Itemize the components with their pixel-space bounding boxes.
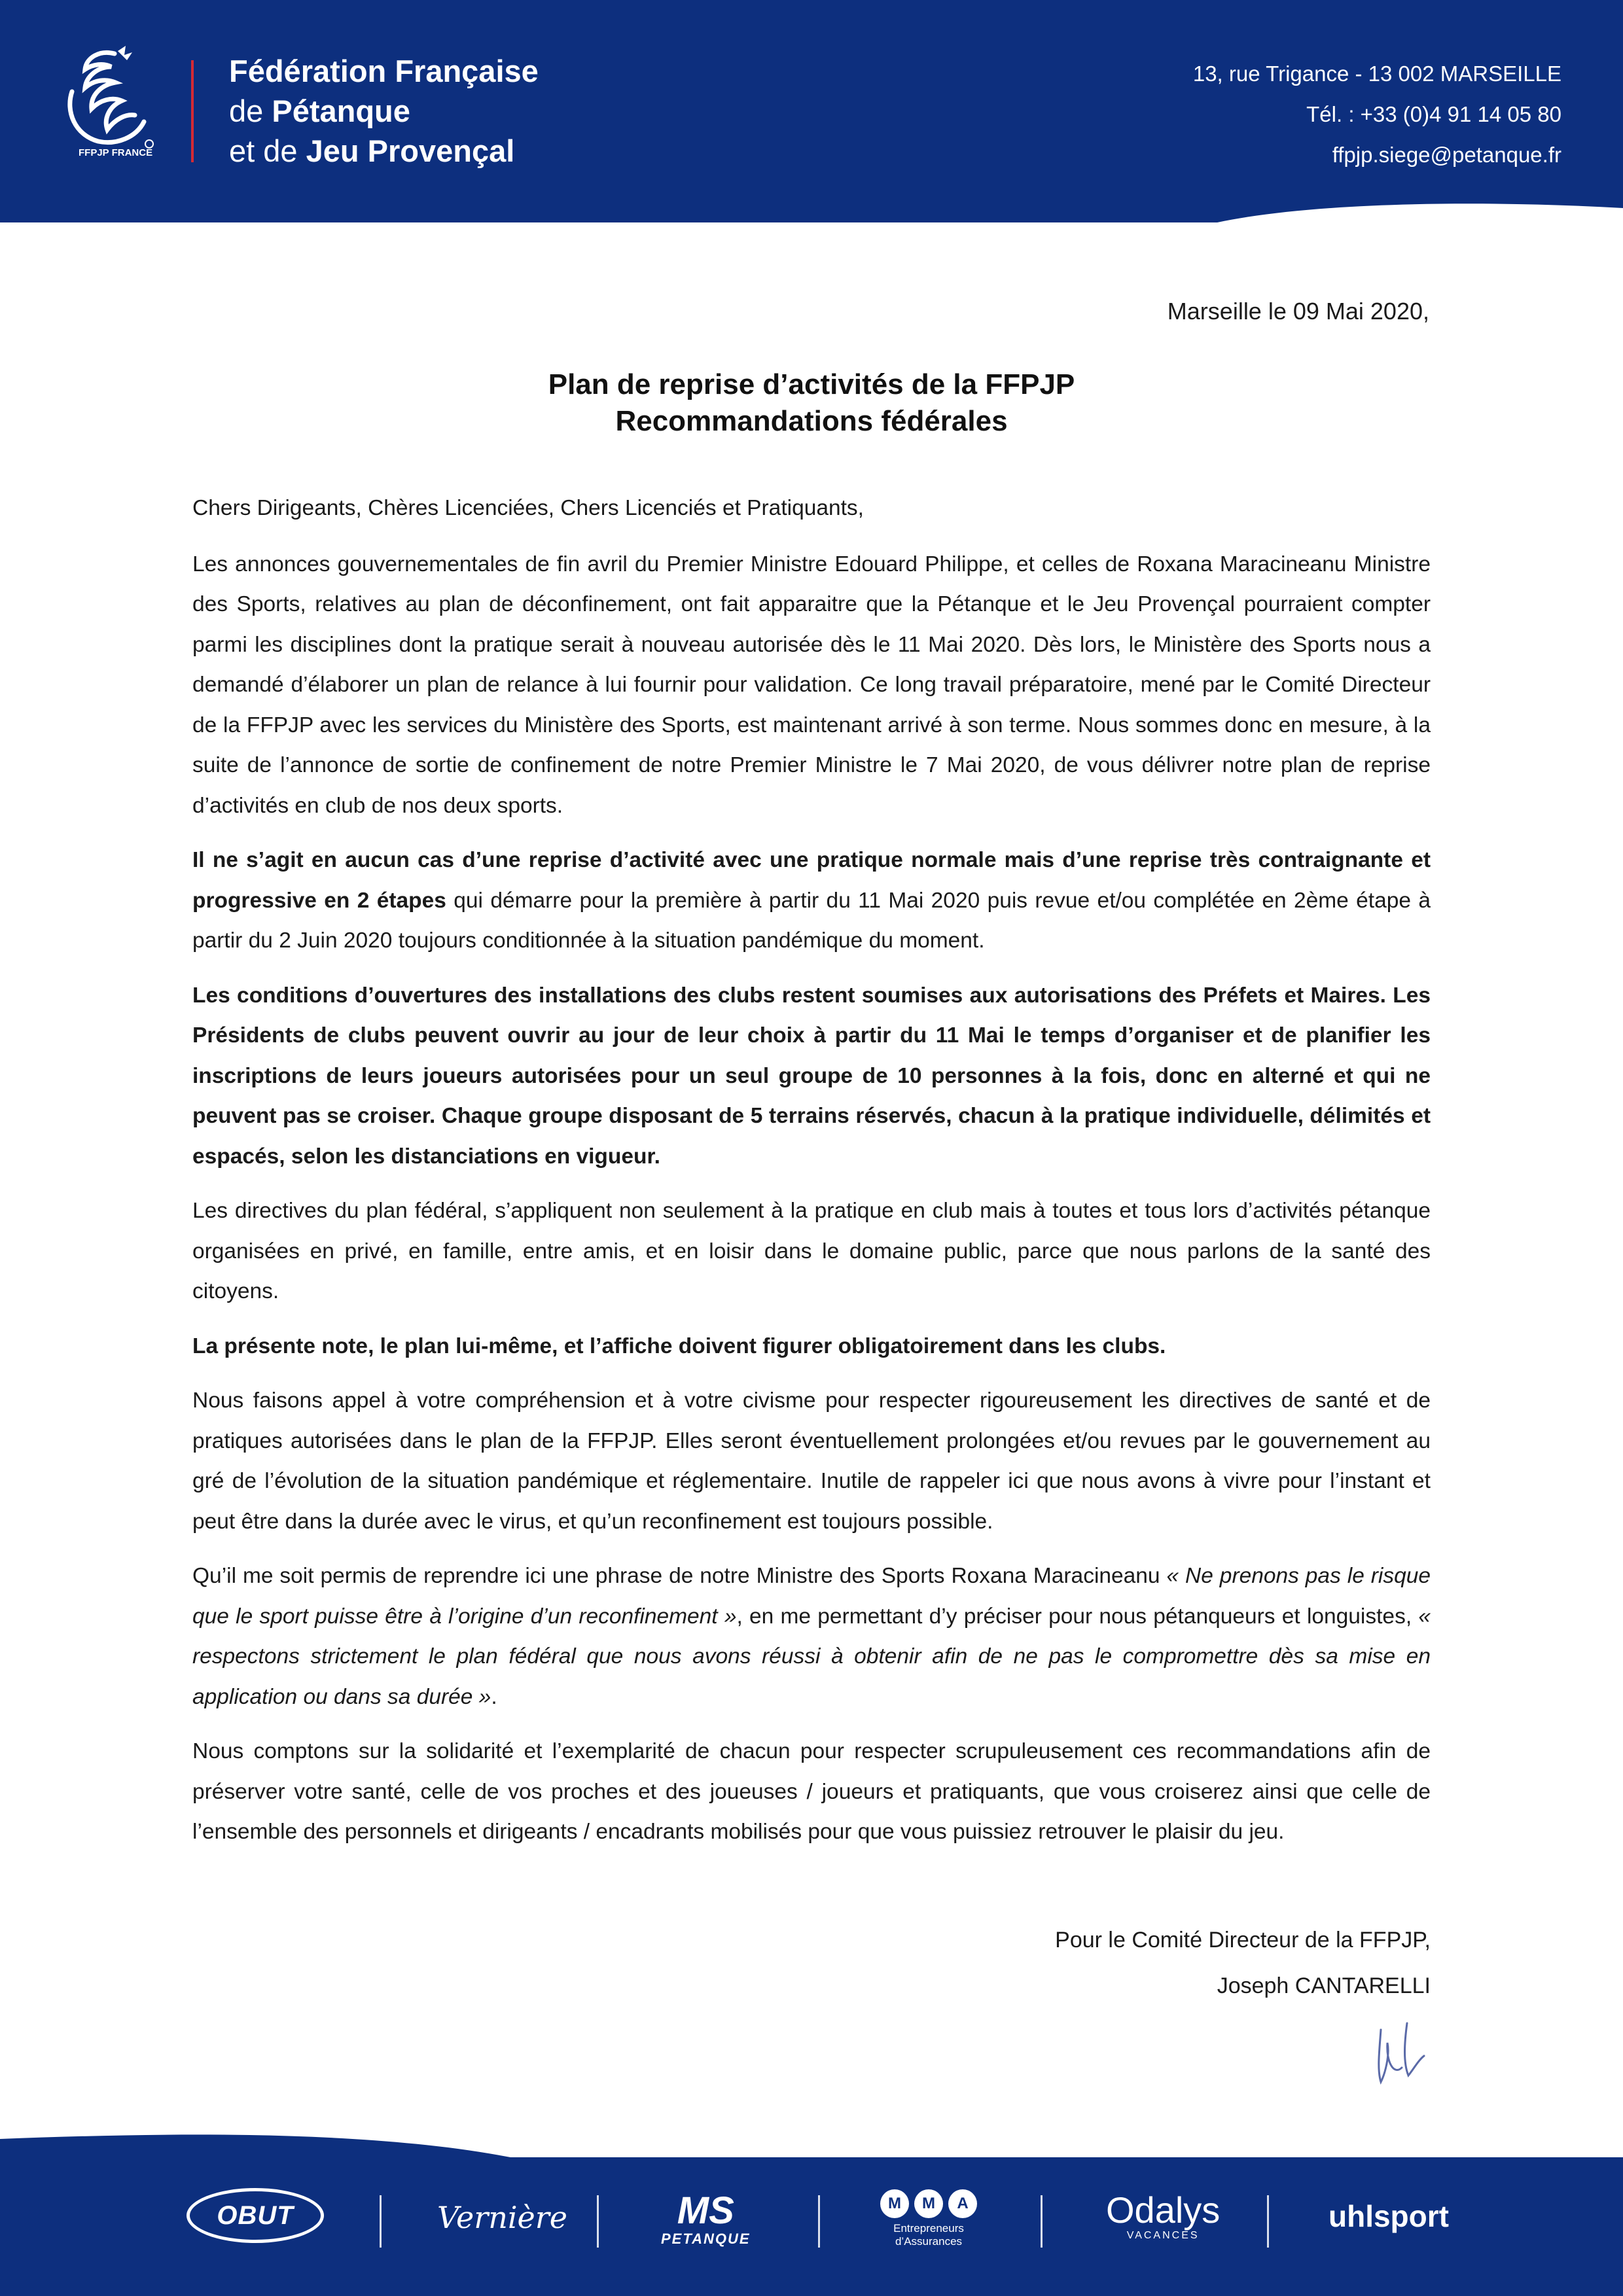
handwritten-signature bbox=[1361, 2010, 1433, 2089]
letter-date: Marseille le 09 Mai 2020, bbox=[1167, 298, 1429, 325]
closing-line1: Pour le Comité Directeur de la FFPJP, bbox=[1055, 1928, 1431, 1952]
email: ffpjp.siege@petanque.fr bbox=[1332, 143, 1561, 167]
paragraph-8: Nous comptons sur la solidarité et l’exemplarité de chacun pour respecter scrupuleusement ces recommandations afin de préserver votre santé, celle de vos proches et des joueuses / joueurs et pratiquants, que vous croiserez ainsi que celle de l’ensemble des personnels et dirigeants / encadrants mobilisés pour que vous puissiez retrouver le plaisir du jeu. bbox=[192, 1739, 1431, 1844]
svg-text:FFPJP FRANCE: FFPJP FRANCE bbox=[79, 147, 153, 158]
paragraph-6: Nous faisons appel à votre compréhension et à votre civisme pour respecter rigoureusement les directives de santé et de pratiques autorisées dans le plan de la FFPJP. Elles seront éventuellement prolongées et/ou revues par le gouvernement au gré de l’évolution de la situation pandémique et réglementaire. Inutile de rappeler ici que nous avons à vivre pour l’instant et peut être dans la durée avec le virus, et qu’un reconfinement est toujours possible. bbox=[192, 1388, 1431, 1534]
sponsor-uhlsport-logo: uhlsport bbox=[1329, 2199, 1449, 2233]
signatory-name: Joseph CANTARELLI bbox=[1217, 1973, 1431, 1998]
title-line1: Plan de reprise d’activités de la FFPJP bbox=[548, 368, 1075, 400]
greeting: Chers Dirigeants, Chères Licenciées, Chers Licenciés et Pratiquants, bbox=[192, 496, 864, 520]
sponsor-ms-petanque-logo: MS PETANQUE bbox=[661, 2189, 751, 2247]
letter-title bbox=[0, 366, 1623, 440]
mma-circles: M M A bbox=[880, 2189, 977, 2218]
federation-name bbox=[229, 51, 539, 171]
paragraph-5: La présente note, le plan lui-même, et l’affiche doivent figurer obligatoirement dans les clubs. bbox=[192, 1333, 1166, 1358]
paragraph-7: Qu’il me soit permis de reprendre ici une phrase de notre Ministre des Sports Roxana Maracineanu « Ne prenons pas le risque que le sport puisse être à l’origine d’un reconfinement », en me permettant d’y préciser pour nous pétanqueurs et longuistes, « respectons strictement le plan fédéral que nous avons réussi à obtenir afin de ne pas le compromettre dès sa mise en application ou dans sa durée ». bbox=[192, 1564, 1431, 1709]
letter-body bbox=[192, 488, 1431, 1867]
address: 13, rue Trigance - 13 002 MARSEILLE bbox=[1192, 62, 1561, 86]
sponsor-mma-logo: M M A Entrepreneurs d’Assurances bbox=[880, 2189, 977, 2248]
federation-name-line1: Fédération Française bbox=[229, 54, 539, 88]
sponsor-odalys-logo: Odalys VACANCES bbox=[1106, 2189, 1221, 2241]
sponsor-separator bbox=[1041, 2195, 1043, 2248]
logo-separator bbox=[191, 60, 194, 162]
title-line2: Recommandations fédérales bbox=[615, 405, 1008, 437]
paragraph-3: Les conditions d’ouvertures des installations des clubs restent soumises aux autorisations des Préfets et Maires. Les Présidents de clubs peuvent ouvrir au jour de leur choix à partir du 11 Mai le temps d’organiser et de planifier les inscriptions de leurs joueurs autorisées pour un seul groupe de 10 personnes à la fois, donc en alterné et qui ne peuvent pas se croiser. Chaque groupe disposant de 5 terrains réservés, chacun à la pratique individuelle, délimités et espacés, selon les distanciations en vigueur. bbox=[192, 983, 1431, 1169]
sponsor-verniere-logo: Vernière bbox=[437, 2200, 567, 2235]
closing-block bbox=[1055, 1917, 1431, 2009]
sponsor-obut-logo: OBUT bbox=[187, 2188, 324, 2243]
sponsor-separator bbox=[380, 2195, 382, 2248]
paragraph-4: Les directives du plan fédéral, s’appliquent non seulement à la pratique en club mais à toutes et tous lors d’activités pétanque organisées en privé, en famille, entre amis, et en loisir dans le domaine public, parce que nous parlons de la santé des citoyens. bbox=[192, 1199, 1431, 1303]
letterhead-header bbox=[0, 0, 1623, 236]
sponsor-separator bbox=[1267, 2195, 1269, 2248]
rooster-logo-icon bbox=[52, 46, 157, 170]
federation-name-line2: de Pétanque bbox=[229, 94, 410, 128]
federation-name-line3: et de Jeu Provençal bbox=[229, 133, 515, 168]
phone: Tél. : +33 (0)4 91 14 05 80 bbox=[1306, 102, 1561, 126]
paragraph-2: Il ne s’agit en aucun cas d’une reprise d’activité avec une pratique normale mais d’une reprise très contraignante et progressive en 2 étapes qui démarre pour la première à partir du 11 Mai 2020 puis revue et/ou complétée en 2ème étape à partir du 2 Juin 2020 toujours conditionnée à la situation pandémique du moment. bbox=[192, 848, 1431, 953]
paragraph-1: Les annonces gouvernementales de fin avril du Premier Ministre Edouard Philippe, et celles de Roxana Maracineanu Ministre des Sports, relatives au plan de déconfinement, ont fait apparaitre que la Pétanque et le Jeu Provençal pourraient compter parmi les disciplines dont la pratique serait à nouveau autorisée dès le 11 Mai 2020. Dès lors, le Ministère des Sports nous a demandé d’élaborer un plan de relance à lui fournir pour validation. Ce long travail préparatoire, mené par le Comité Directeur de la FFPJP avec les services du Ministère des Sports, est maintenant arrivé à son terme. Nous sommes donc en mesure, à la suite de l’annonce de sortie de confinement de notre Premier Ministre le 7 Mai 2020, de vous délivrer notre plan de reprise d’activités en club de nos deux sports. bbox=[192, 552, 1431, 818]
sponsor-separator bbox=[597, 2195, 599, 2248]
sponsor-separator bbox=[818, 2195, 820, 2248]
contact-block bbox=[1193, 54, 1561, 175]
